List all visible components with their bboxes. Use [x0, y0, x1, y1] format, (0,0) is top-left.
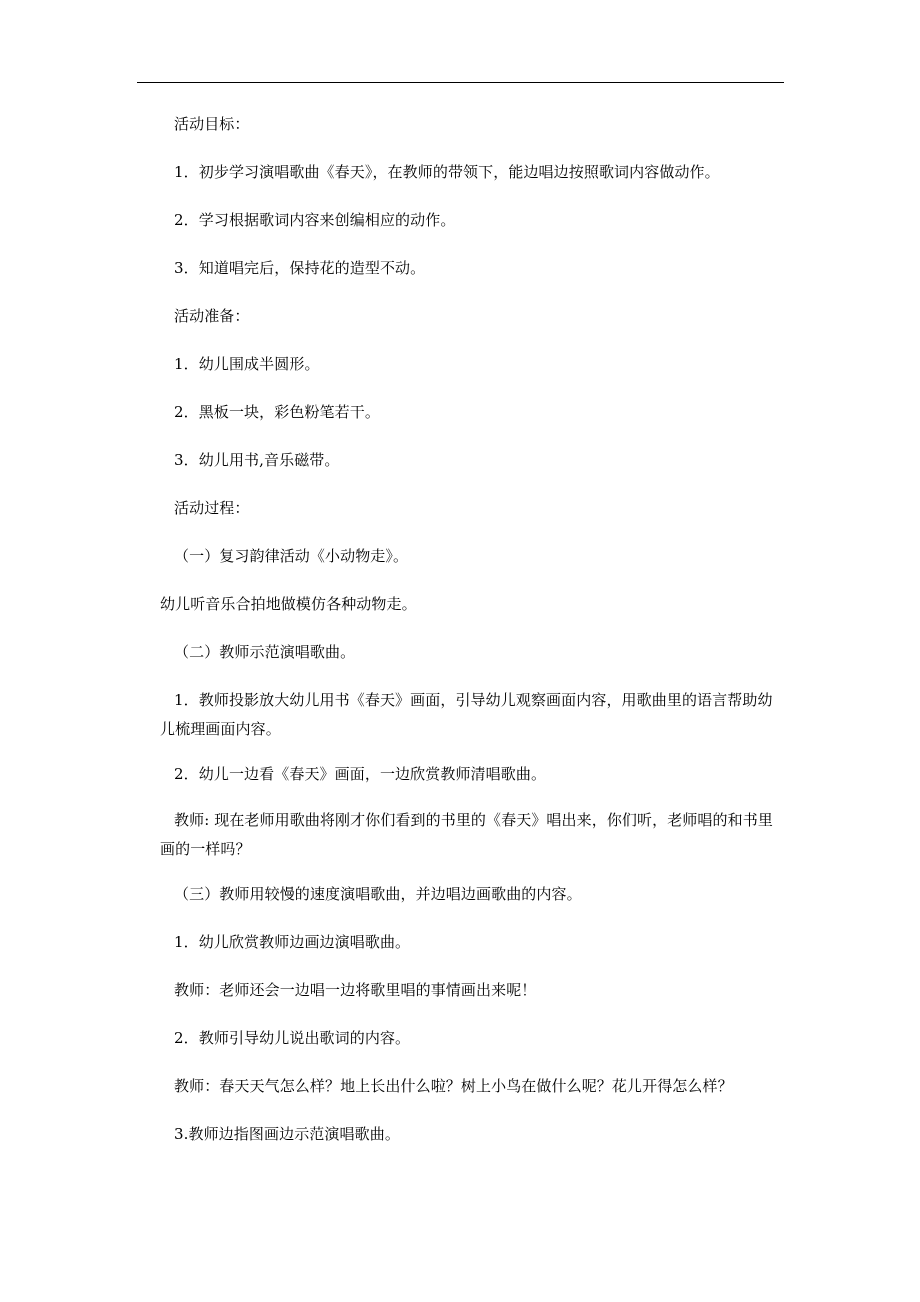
process-step-1-text: 幼儿听音乐合拍地做模仿各种动物走。 [160, 595, 417, 613]
prep-item-1: 1．幼儿围成半圆形。 [174, 355, 320, 373]
teacher-dialogue-3: 教师：春天天气怎么样？地上长出什么啦？树上小鸟在做什么呢？花儿开得怎么样？ [174, 1077, 733, 1095]
header-rule [137, 82, 784, 83]
goal-item-2: 2．学习根据歌词内容来创编相应的动作。 [174, 211, 456, 229]
process-step-2-item-2: 2．幼儿一边看《春天》画面，一边欣赏教师清唱歌曲。 [174, 765, 547, 783]
prep-item-2: 2．黑板一块，彩色粉笔若干。 [174, 403, 380, 421]
teacher-dialogue-2: 教师：老师还会一边唱一边将歌里唱的事情画出来呢！ [174, 981, 537, 999]
process-step-1-heading: （一）复习韵律活动《小动物走》。 [174, 547, 409, 565]
section-heading-process: 活动过程： [174, 499, 250, 517]
goal-item-3: 3．知道唱完后，保持花的造型不动。 [174, 259, 426, 277]
section-heading-goals: 活动目标： [174, 115, 250, 133]
process-step-3-item-1: 1．幼儿欣赏教师边画边演唱歌曲。 [174, 933, 411, 951]
goal-item-1: 1．初步学习演唱歌曲《春天》，在教师的带领下，能边唱边按照歌词内容做动作。 [174, 163, 720, 181]
teacher-dialogue-1: 教师: 现在老师用歌曲将刚才你们看到的书里的《春天》唱出来，你们听，老师唱的和书里画的一样吗？ [160, 811, 773, 858]
process-step-3-heading: （三）教师用较慢的速度演唱歌曲，并边唱边画歌曲的内容。 [174, 885, 582, 903]
process-step-2-heading: （二）教师示范演唱歌曲。 [174, 643, 356, 661]
section-heading-preparation: 活动准备： [174, 307, 250, 325]
prep-item-3: 3．幼儿用书,音乐磁带。 [174, 451, 340, 469]
process-step-3-item-2: 2．教师引导幼儿说出歌词的内容。 [174, 1029, 411, 1047]
process-step-3-item-3: 3.教师边指图画边示范演唱歌曲。 [174, 1125, 400, 1143]
process-step-2-item-1: 1．教师投影放大幼儿用书《春天》画面，引导幼儿观察画面内容，用歌曲里的语言帮助幼儿梳理画面内容。 [160, 691, 773, 738]
